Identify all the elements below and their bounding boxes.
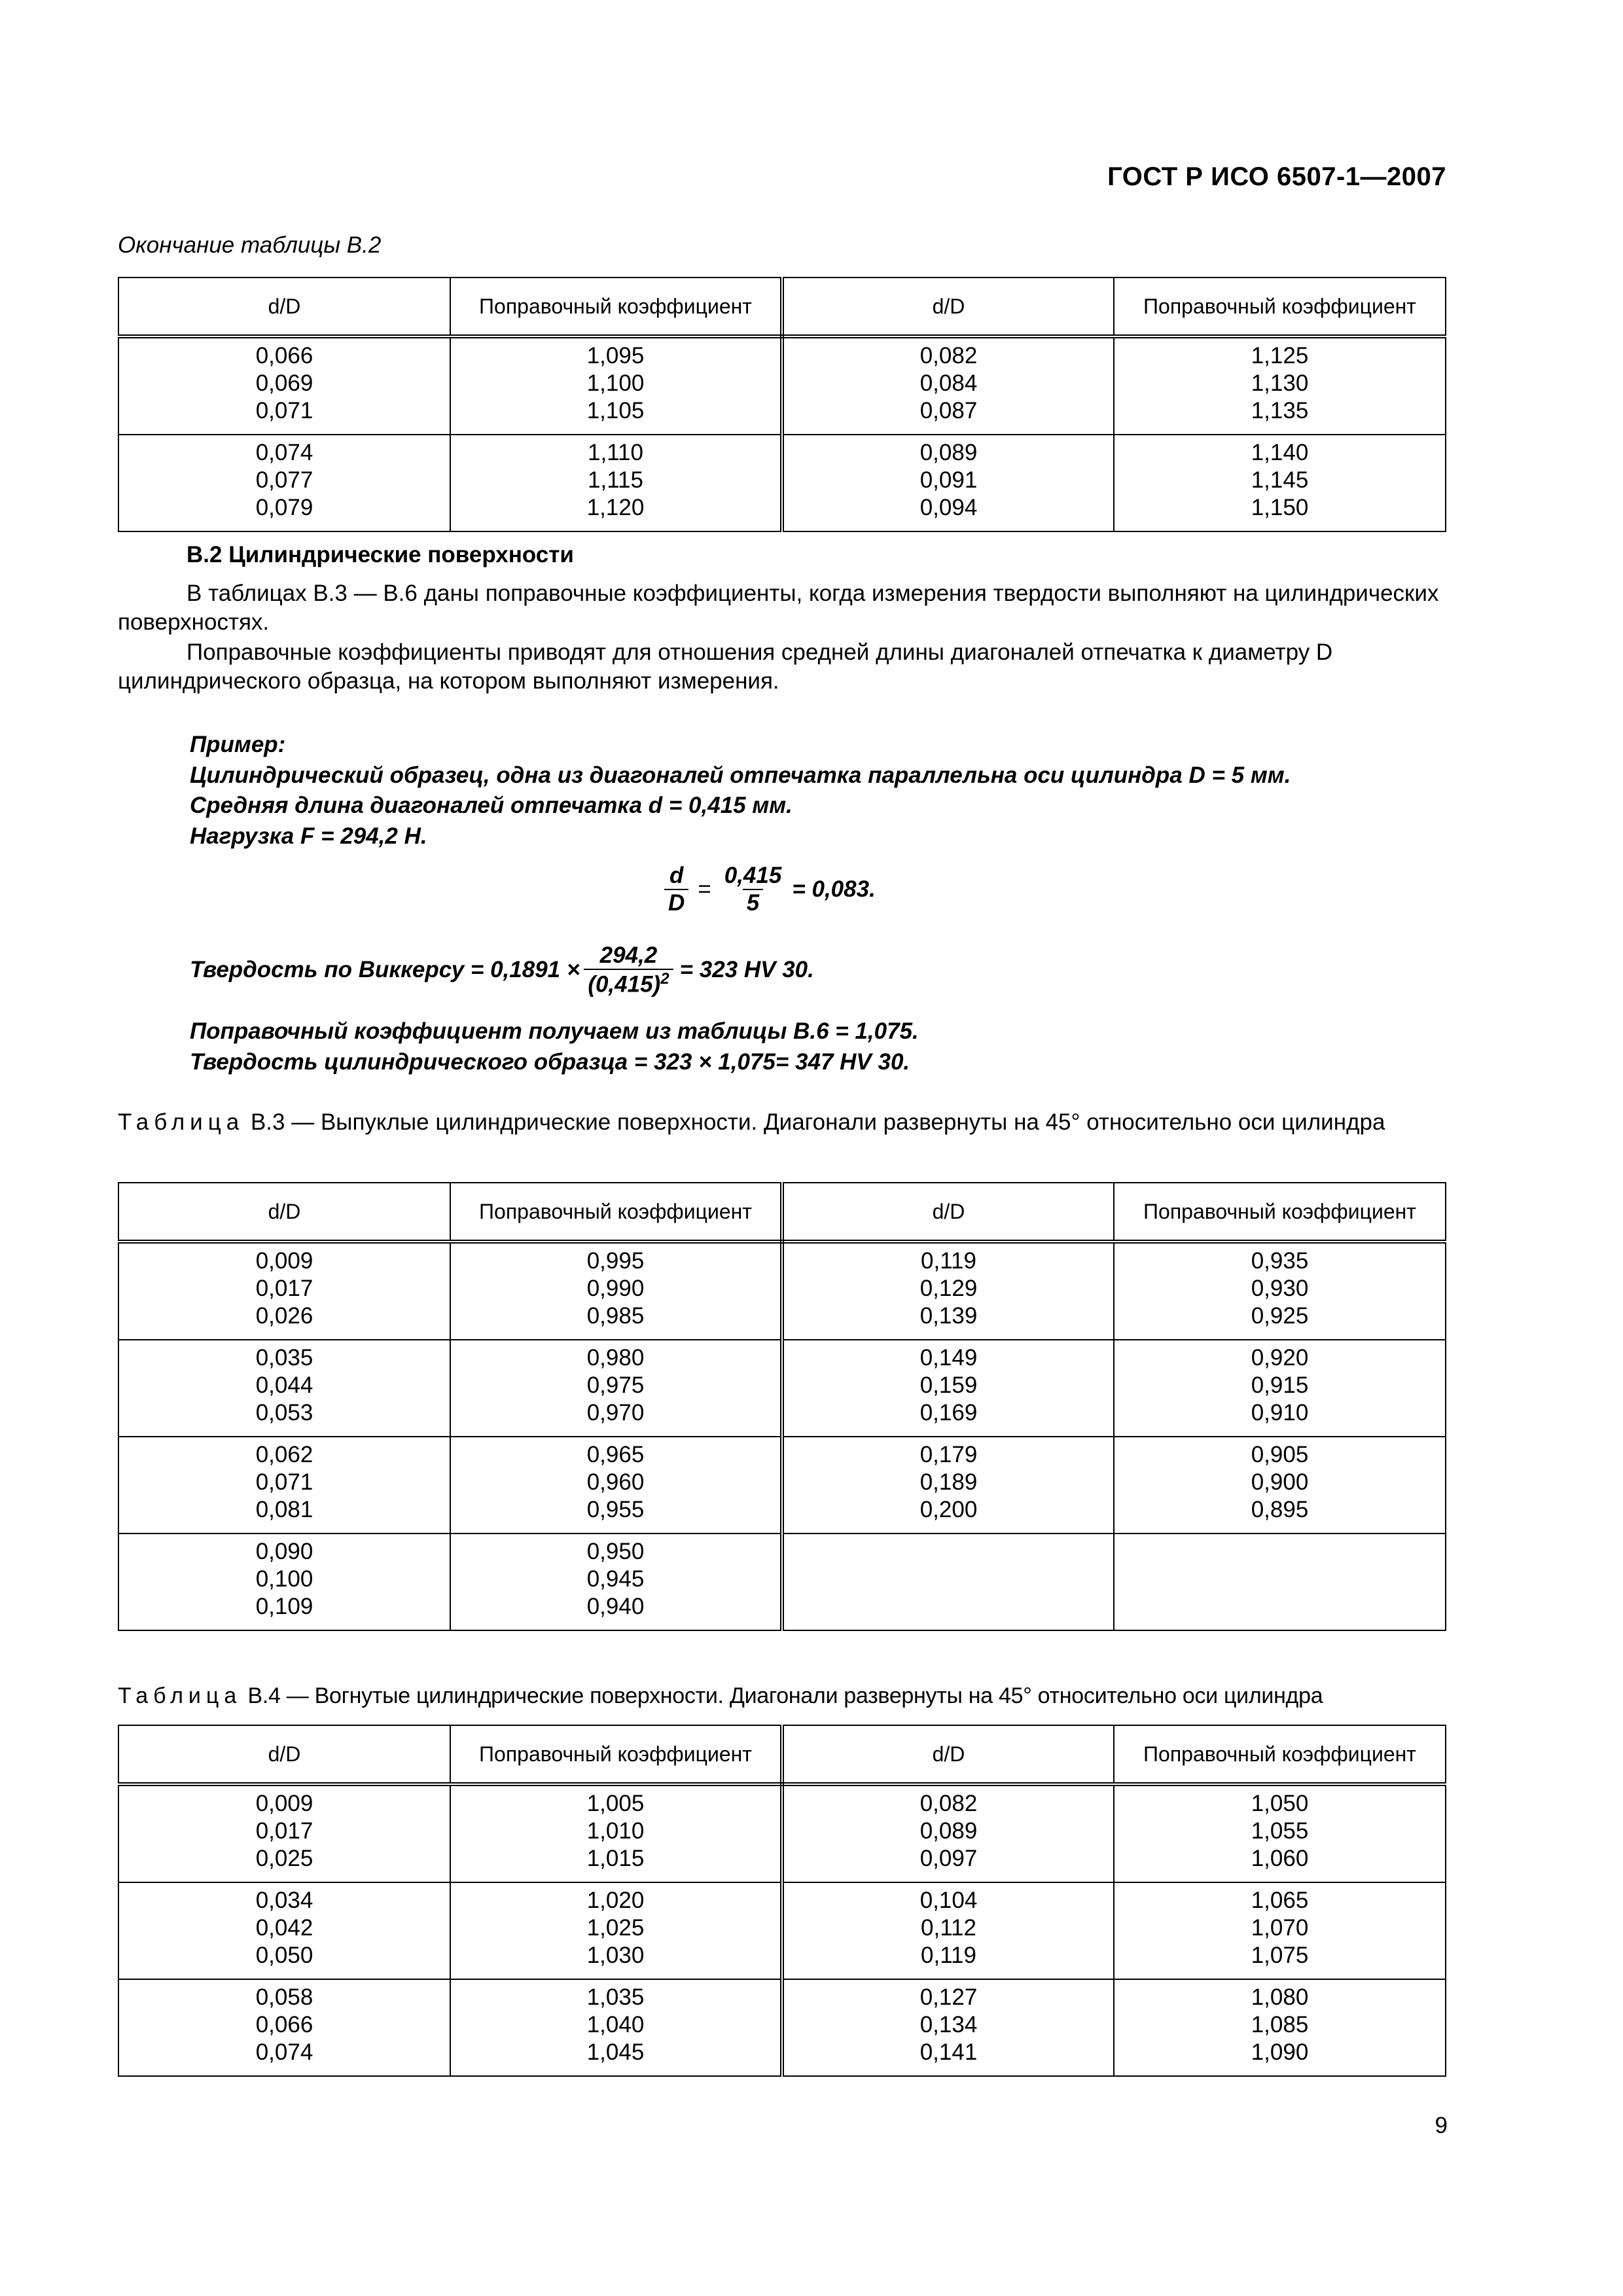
cell-value: 1,085 (1251, 2012, 1309, 2037)
cell-value: 0,071 (255, 1469, 313, 1495)
ratio-formula (664, 863, 876, 916)
cell-value: 0,915 (1251, 1372, 1309, 1398)
table-header-row (118, 1183, 1446, 1242)
hv-formula (190, 942, 814, 998)
cell-value: 0,091 (919, 467, 978, 493)
column-header-coefficient: Поправочный коэффициент (450, 1183, 782, 1242)
cell-value: 0,127 (919, 1984, 978, 2010)
cell-value: 1,090 (1251, 2039, 1309, 2065)
cell-value: 1,050 (1251, 1791, 1309, 1816)
table-row (118, 1784, 1446, 1882)
column-header-ratio: d/D (782, 1725, 1114, 1784)
cell-value: 1,060 (1251, 1846, 1309, 1871)
table-cell (1114, 1534, 1446, 1630)
cell-value: 1,100 (586, 370, 645, 396)
cell-value: 0,071 (255, 398, 313, 423)
cell-value: 0,066 (255, 2012, 313, 2037)
cell-value: 0,084 (919, 370, 978, 396)
table-b2-caption: Окончание таблицы В.2 (118, 232, 382, 258)
formula-d: d (669, 863, 684, 888)
column-header-coefficient: Поправочный коэффициент (1114, 1725, 1446, 1784)
table-cell (118, 1979, 450, 2076)
hv-prefix: Твердость по Виккерсу = 0,1891 × (190, 957, 580, 983)
cell-value: 0,955 (586, 1497, 645, 1522)
table-cell (118, 1784, 450, 1882)
cell-value: 0,089 (919, 440, 978, 465)
table-b3-caption: Таблица В.3 — Выпуклые цилиндрические поверхности. Диагонали развернуты на 45° относительно оси цилиндра (118, 1109, 1385, 1135)
cell-value: 0,077 (255, 467, 313, 493)
document-id: ГОСТ Р ИСО 6507-1—2007 (1107, 162, 1446, 191)
example-line-5: Твердость цилиндрического образца = 323 × 1,075= 347 HV 30. (190, 1049, 910, 1075)
cell-value: 1,055 (1251, 1818, 1309, 1844)
cell-value: 0,104 (919, 1888, 978, 1913)
formula-denominator: 5 (743, 889, 763, 916)
cell-value: 0,975 (586, 1372, 645, 1398)
table-cell (1114, 1784, 1446, 1882)
cell-value: 0,042 (255, 1915, 313, 1941)
table-cell (118, 336, 450, 435)
cell-value: 0,081 (255, 1497, 313, 1522)
cell-value: 0,079 (255, 495, 313, 520)
table-b4 (118, 1725, 1446, 2077)
table-header-row (118, 1725, 1446, 1784)
cell-value: 0,940 (586, 1594, 645, 1619)
cell-value: 0,895 (1251, 1497, 1309, 1522)
table-cell (450, 1242, 782, 1340)
cell-value: 0,179 (919, 1442, 978, 1467)
cell-value: 0,066 (255, 343, 313, 368)
cell-value: 1,030 (586, 1943, 645, 1968)
formula-result: = 0,083. (792, 876, 876, 902)
table-cell (782, 1979, 1114, 2076)
column-header-ratio: d/D (782, 278, 1114, 336)
table-row (118, 1437, 1446, 1534)
section-title: В.2 Цилиндрические поверхности (187, 542, 574, 567)
cell-value: 0,149 (919, 1345, 978, 1371)
cell-value: 0,069 (255, 370, 313, 396)
cell-value: 1,010 (586, 1818, 645, 1844)
cell-value: 0,950 (586, 1539, 645, 1564)
table-row (118, 1340, 1446, 1437)
cell-value: 0,082 (919, 343, 978, 368)
cell-value: 1,110 (588, 440, 643, 465)
cell-value: 1,035 (586, 1984, 645, 2010)
example-line-1: Цилиндрический образец, одна из диагоналей отпечатка параллельна оси цилиндра D = 5 мм. (190, 762, 1291, 788)
table-cell (1114, 336, 1446, 435)
cell-value: 1,080 (1251, 1984, 1309, 2010)
cell-value: 1,045 (586, 2039, 645, 2065)
cell-value: 1,025 (586, 1915, 645, 1941)
cell-value: 0,044 (255, 1372, 313, 1398)
cell-value: 0,090 (255, 1539, 313, 1564)
table-cell (1114, 1979, 1446, 2076)
table-cell (118, 1437, 450, 1534)
table-cell (782, 1882, 1114, 1979)
table-row (118, 1242, 1446, 1340)
formula-D: D (664, 889, 688, 916)
cell-value: 0,910 (1251, 1400, 1309, 1426)
table-cell (1114, 1340, 1446, 1437)
cell-value: 1,120 (586, 495, 645, 520)
cell-value: 1,005 (586, 1791, 645, 1816)
cell-value: 0,930 (1251, 1276, 1309, 1301)
hv-denominator: $(0,415)^2$ (584, 969, 673, 998)
cell-value: 0,965 (586, 1442, 645, 1467)
cell-value: 0,062 (255, 1442, 313, 1467)
cell-value: 0,200 (919, 1497, 978, 1522)
column-header-coefficient: Поправочный коэффициент (1114, 278, 1446, 336)
cell-value: 0,058 (255, 1984, 313, 2010)
cell-value: 0,050 (255, 1943, 313, 1968)
cell-value: 1,140 (1251, 440, 1309, 465)
table-cell (1114, 435, 1446, 531)
table-cell (1114, 1437, 1446, 1534)
table-cell (1114, 1242, 1446, 1340)
column-header-ratio: d/D (118, 278, 450, 336)
table-cell (782, 1242, 1114, 1340)
cell-value: 0,109 (255, 1594, 313, 1619)
cell-value: 1,095 (586, 343, 645, 368)
cell-value: 0,960 (586, 1469, 645, 1495)
table-cell (118, 1340, 450, 1437)
table-b2 (118, 277, 1446, 532)
cell-value: 0,159 (919, 1372, 978, 1398)
column-header-coefficient: Поправочный коэффициент (1114, 1183, 1446, 1242)
column-header-coefficient: Поправочный коэффициент (450, 1725, 782, 1784)
cell-value: 1,020 (586, 1888, 645, 1913)
cell-value: 1,145 (1251, 467, 1309, 493)
cell-value: 1,105 (586, 398, 645, 423)
table-cell (118, 435, 450, 531)
table-b4-caption: Таблица В.4 — Вогнутые цилиндрические поверхности. Диагонали развернуты на 45° относительно оси цилиндра (118, 1683, 1323, 1708)
table-row (118, 336, 1446, 435)
cell-value: 0,141 (919, 2039, 978, 2065)
cell-value: 0,985 (586, 1303, 645, 1329)
column-header-ratio: d/D (118, 1725, 450, 1784)
column-header-ratio: d/D (118, 1183, 450, 1242)
cell-value: 0,082 (919, 1791, 978, 1816)
table-cell (450, 1784, 782, 1882)
cell-value: 0,094 (919, 495, 978, 520)
example-line-2: Средняя длина диагоналей отпечатка d = 0,415 мм. (190, 793, 793, 818)
example-label: Пример: (190, 732, 286, 757)
cell-value: 1,115 (588, 467, 643, 493)
cell-value: 1,150 (1251, 495, 1309, 520)
table-cell (782, 336, 1114, 435)
cell-value: 0,009 (255, 1791, 313, 1816)
cell-value: 0,035 (255, 1345, 313, 1371)
hv-result: = 323 HV 30. (679, 957, 814, 983)
cell-value: 0,139 (919, 1303, 978, 1329)
cell-value: 0,920 (1251, 1345, 1309, 1371)
cell-value: 0,995 (586, 1248, 645, 1274)
equals-sign: = (698, 876, 711, 902)
cell-value: 0,980 (586, 1345, 645, 1371)
table-cell (450, 1979, 782, 2076)
cell-value: 0,119 (921, 1943, 976, 1968)
section-paragraph-2: Поправочные коэффициенты приводят для отношения средней длины диагоналей отпечатка к диаметру D цилиндрического образца, на котором выполняют измерения. (118, 639, 1333, 694)
table-cell (118, 1534, 450, 1630)
table-b3 (118, 1182, 1446, 1631)
cell-value: 0,026 (255, 1303, 313, 1329)
cell-value: 0,905 (1251, 1442, 1309, 1467)
cell-value: 0,025 (255, 1846, 313, 1871)
cell-value: 0,074 (255, 2039, 313, 2065)
cell-value: 0,134 (919, 2012, 978, 2037)
cell-value: 1,040 (586, 2012, 645, 2037)
example-line-3: Нагрузка F = 294,2 Н. (190, 823, 427, 849)
table-header-row (118, 278, 1446, 336)
cell-value: 0,945 (586, 1566, 645, 1592)
cell-value: 0,112 (921, 1915, 976, 1941)
cell-value: 0,990 (586, 1276, 645, 1301)
table-cell (118, 1242, 450, 1340)
cell-value: 0,935 (1251, 1248, 1309, 1274)
column-header-ratio: d/D (782, 1183, 1114, 1242)
cell-value: 0,970 (586, 1400, 645, 1426)
table-row (118, 1882, 1446, 1979)
table-cell (1114, 1882, 1446, 1979)
table-row (118, 1979, 1446, 2076)
cell-value: 1,015 (586, 1846, 645, 1871)
table-row (118, 1534, 1446, 1630)
cell-value: 0,097 (919, 1846, 978, 1871)
cell-value: 0,087 (919, 398, 978, 423)
table-cell (782, 1784, 1114, 1882)
cell-value: 0,017 (255, 1818, 313, 1844)
cell-value: 1,065 (1251, 1888, 1309, 1913)
section-paragraph-1: В таблицах В.3 — В.6 даны поправочные коэффициенты, когда измерения твердости выполняют на цилиндрических поверхностях. (118, 581, 1439, 635)
table-cell (450, 435, 782, 531)
cell-value: 0,129 (919, 1276, 978, 1301)
table-cell (450, 1340, 782, 1437)
table-cell (450, 1882, 782, 1979)
table-cell (782, 1437, 1114, 1534)
cell-value: 1,125 (1251, 343, 1309, 368)
table-cell (450, 1534, 782, 1630)
cell-value: 0,017 (255, 1276, 313, 1301)
table-cell (782, 435, 1114, 531)
cell-value: 0,900 (1251, 1469, 1309, 1495)
page-number: 9 (1435, 2113, 1448, 2138)
cell-value: 0,009 (255, 1248, 313, 1274)
cell-value: 0,089 (919, 1818, 978, 1844)
column-header-coefficient: Поправочный коэффициент (450, 278, 782, 336)
table-row (118, 435, 1446, 531)
cell-value: 0,100 (255, 1566, 313, 1592)
cell-value: 1,135 (1251, 398, 1309, 423)
cell-value: 0,074 (255, 440, 313, 465)
cell-value: 0,053 (255, 1400, 313, 1426)
table-cell (782, 1340, 1114, 1437)
cell-value: 0,119 (921, 1248, 976, 1274)
cell-value: 0,034 (255, 1888, 313, 1913)
cell-value: 0,189 (919, 1469, 978, 1495)
hv-numerator: 294,2 (599, 942, 658, 968)
formula-numerator: 0,415 (724, 863, 782, 888)
cell-value: 0,925 (1251, 1303, 1309, 1329)
cell-value: 1,130 (1251, 370, 1309, 396)
cell-value: 0,169 (919, 1400, 978, 1426)
example-line-4: Поправочный коэффициент получаем из таблицы В.6 = 1,075. (190, 1018, 919, 1044)
table-cell (782, 1534, 1114, 1630)
table-cell (450, 336, 782, 435)
table-cell (450, 1437, 782, 1534)
cell-value: 1,075 (1251, 1943, 1309, 1968)
table-cell (118, 1882, 450, 1979)
cell-value: 1,070 (1251, 1915, 1309, 1941)
